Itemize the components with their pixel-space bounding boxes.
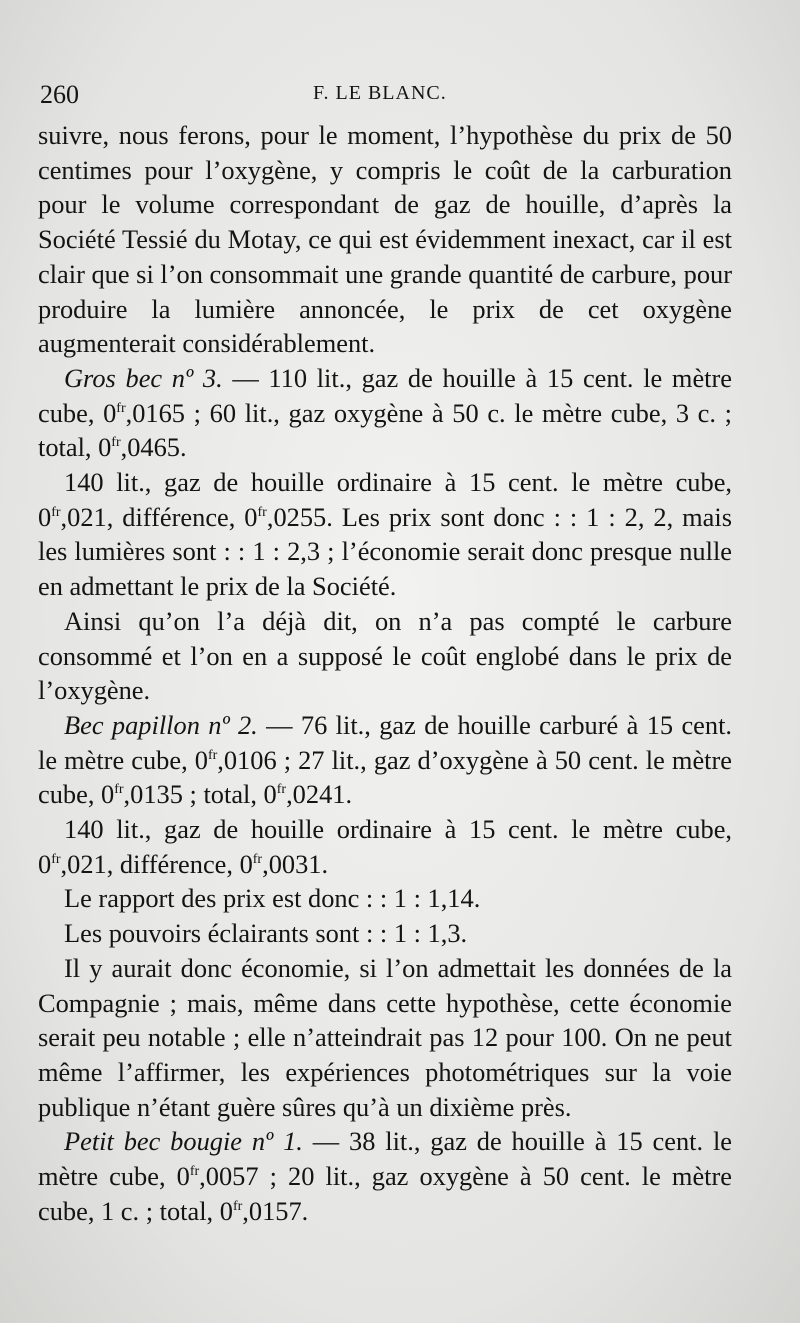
page-number: 260 — [40, 80, 79, 109]
page-header — [40, 80, 730, 116]
paragraph-1: suivre, nous ferons, pour le moment, l’hypothèse du prix de 50 centimes pour l’oxygène, y compris le coût de la carburation pour le volume correspondant de gaz de houille, d’après la Société Tessié du Motay, ce qui est évidemment inexact, car il est clair que si l’on consommait une grande quantité de carbure, pour produire la lumière annoncée, le prix de cet oxygène augmenterait considérablement. — [38, 120, 732, 359]
body-text — [38, 118, 732, 1229]
currency-sup: fr — [111, 435, 121, 451]
paragraph-lighting-ratio: Les pouvoirs éclairants sont : : 1 : 1,3. — [64, 918, 468, 949]
currency-sup: fr — [276, 782, 287, 798]
currency-sup: fr — [232, 1198, 243, 1214]
currency-sup: fr — [252, 851, 263, 867]
currency-sup: fr — [51, 851, 61, 867]
paragraph-petit-bec: Petit bec bougie nº 1. — 38 lit., gaz de houille à 15 cent. le mètre cube, $0^{fr},0057$ ; 20 lit., gaz oxygène à 50 cent. le mètre cube, 1 c. ; total, $0^{fr},0157$. — [38, 1126, 732, 1226]
currency-sup: fr — [114, 782, 124, 798]
paragraph-gros-bec: Gros bec nº 3. — 110 lit., gaz de houille à 15 cent. le mètre cube, $0^{fr},0165$ ; 60 lit., gaz oxygène à 50 c. le mètre cube, 3 c. ; total, $0^{fr},0465$. — [38, 362, 732, 463]
paragraph-bec-papillon: Bec papillon nº 2. — 76 lit., gaz de houille carburé à 15 cent. le mètre cube, $0^{fr},0106$ ; 27 lit., gaz d’oxygène à 50 cent. le mètre cube, $0^{fr},0135$ ; total, $0^{fr},0241$. — [38, 709, 733, 810]
currency-sup: fr — [257, 504, 267, 520]
currency-sup: fr — [116, 400, 126, 416]
currency-sup: fr — [189, 1164, 200, 1180]
paragraph-comparison-1: 140 lit., gaz de houille ordinaire à 15 cent. le mètre cube, $0^{fr},021$, différence, $0^{fr},0255$. Les prix sont donc : : 1 : 2, 2, mais les lumières sont : : 1 : 2,3 ; l’économie serait donc presque nulle en admettant le prix de la Société. — [38, 467, 732, 602]
burner-label: Gros bec nº 3. — [64, 362, 223, 393]
running-head: F. LE BLANC. — [313, 82, 447, 104]
currency-sup: fr — [207, 747, 218, 763]
paragraph-price-ratio: Le rapport des prix est donc : : 1 : 1,14. — [64, 883, 481, 914]
burner-label: Bec papillon nº 2. — [64, 709, 258, 740]
paragraph-comparison-2: 140 lit., gaz de houille ordinaire à 15 cent. le mètre cube, $0^{fr},021$, différence, $0^{fr},0031$. — [38, 814, 732, 879]
currency-sup: fr — [51, 504, 61, 520]
burner-label: Petit bec bougie nº 1. — [64, 1126, 303, 1157]
paragraph-carbure-note: Ainsi qu’on l’a déjà dit, on n’a pas compté le carbure consommé et l’on en a supposé le coût englobé dans le prix de l’oxygène. — [38, 605, 732, 706]
paragraph-conclusion: Il y aurait donc économie, si l’on admettait les données de la Compagnie ; mais, même dans cette hypothèse, cette économie serait peu notable ; elle n’atteindrait pas 12 pour 100. On ne peut même l’affirmer, les expériences photométriques sur la voie publique n’étant guère sûres qu’à un dixième près. — [38, 952, 732, 1122]
